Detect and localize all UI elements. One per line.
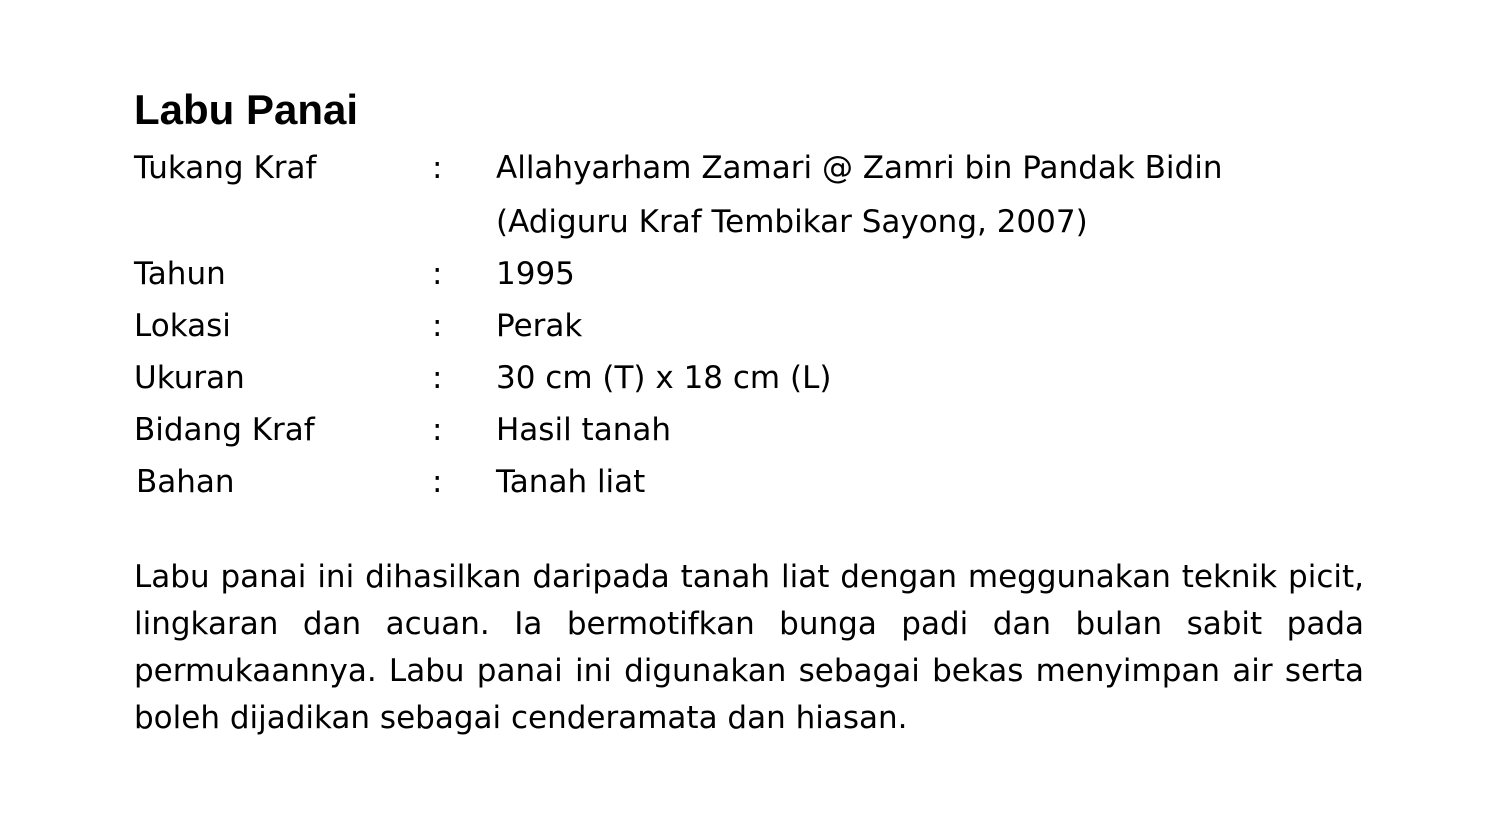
info-value <box>496 248 575 300</box>
info-label: Ukuran <box>134 360 245 396</box>
description-paragraph: Labu panai ini dihasilkan daripada tanah liat dengan meggunakan teknik picit, lingkaran dan acuan. Ia bermotifkan bunga padi dan bulan sabit pada permukaannya. Labu panai ini digunakan sebagai bekas menyimpan air serta boleh dijadikan sebagai cenderamata dan hiasan. <box>134 559 1364 736</box>
info-value-line: Tanah liat <box>496 464 646 500</box>
info-value-line: Perak <box>496 308 583 344</box>
info-value-line: (Adiguru Kraf Tembikar Sayong, 2007) <box>496 204 1088 240</box>
info-value-line: Allahyarham Zamari @ Zamri bin Pandak Bidin <box>496 150 1223 186</box>
info-label: Lokasi <box>134 308 231 344</box>
info-row-ukuran <box>134 352 1364 404</box>
info-separator: : <box>432 464 443 500</box>
info-value <box>496 404 671 456</box>
info-label: Bahan <box>136 464 235 500</box>
info-value <box>496 456 645 508</box>
info-row-tukang-kraf <box>134 142 1364 248</box>
info-row-bidang-kraf <box>134 404 1364 456</box>
document-title: Labu Panai <box>134 86 359 133</box>
info-separator: : <box>432 308 443 344</box>
info-label: Tahun <box>134 256 226 292</box>
info-row-lokasi <box>134 300 1364 352</box>
info-label: Bidang Kraf <box>134 412 315 448</box>
info-table <box>134 142 1364 508</box>
info-value-line: 1995 <box>496 256 575 292</box>
info-value-line: Hasil tanah <box>496 412 671 448</box>
info-label: Tukang Kraf <box>134 150 317 186</box>
info-row-bahan <box>134 456 1364 508</box>
info-separator: : <box>432 412 443 448</box>
info-separator: : <box>432 360 443 396</box>
info-separator: : <box>432 150 443 186</box>
info-value <box>496 142 1223 248</box>
info-value <box>496 300 582 352</box>
info-value-line: 30 cm (T) x 18 cm (L) <box>496 360 832 396</box>
info-value <box>496 352 831 404</box>
info-separator: : <box>432 256 443 292</box>
info-row-tahun <box>134 248 1364 300</box>
